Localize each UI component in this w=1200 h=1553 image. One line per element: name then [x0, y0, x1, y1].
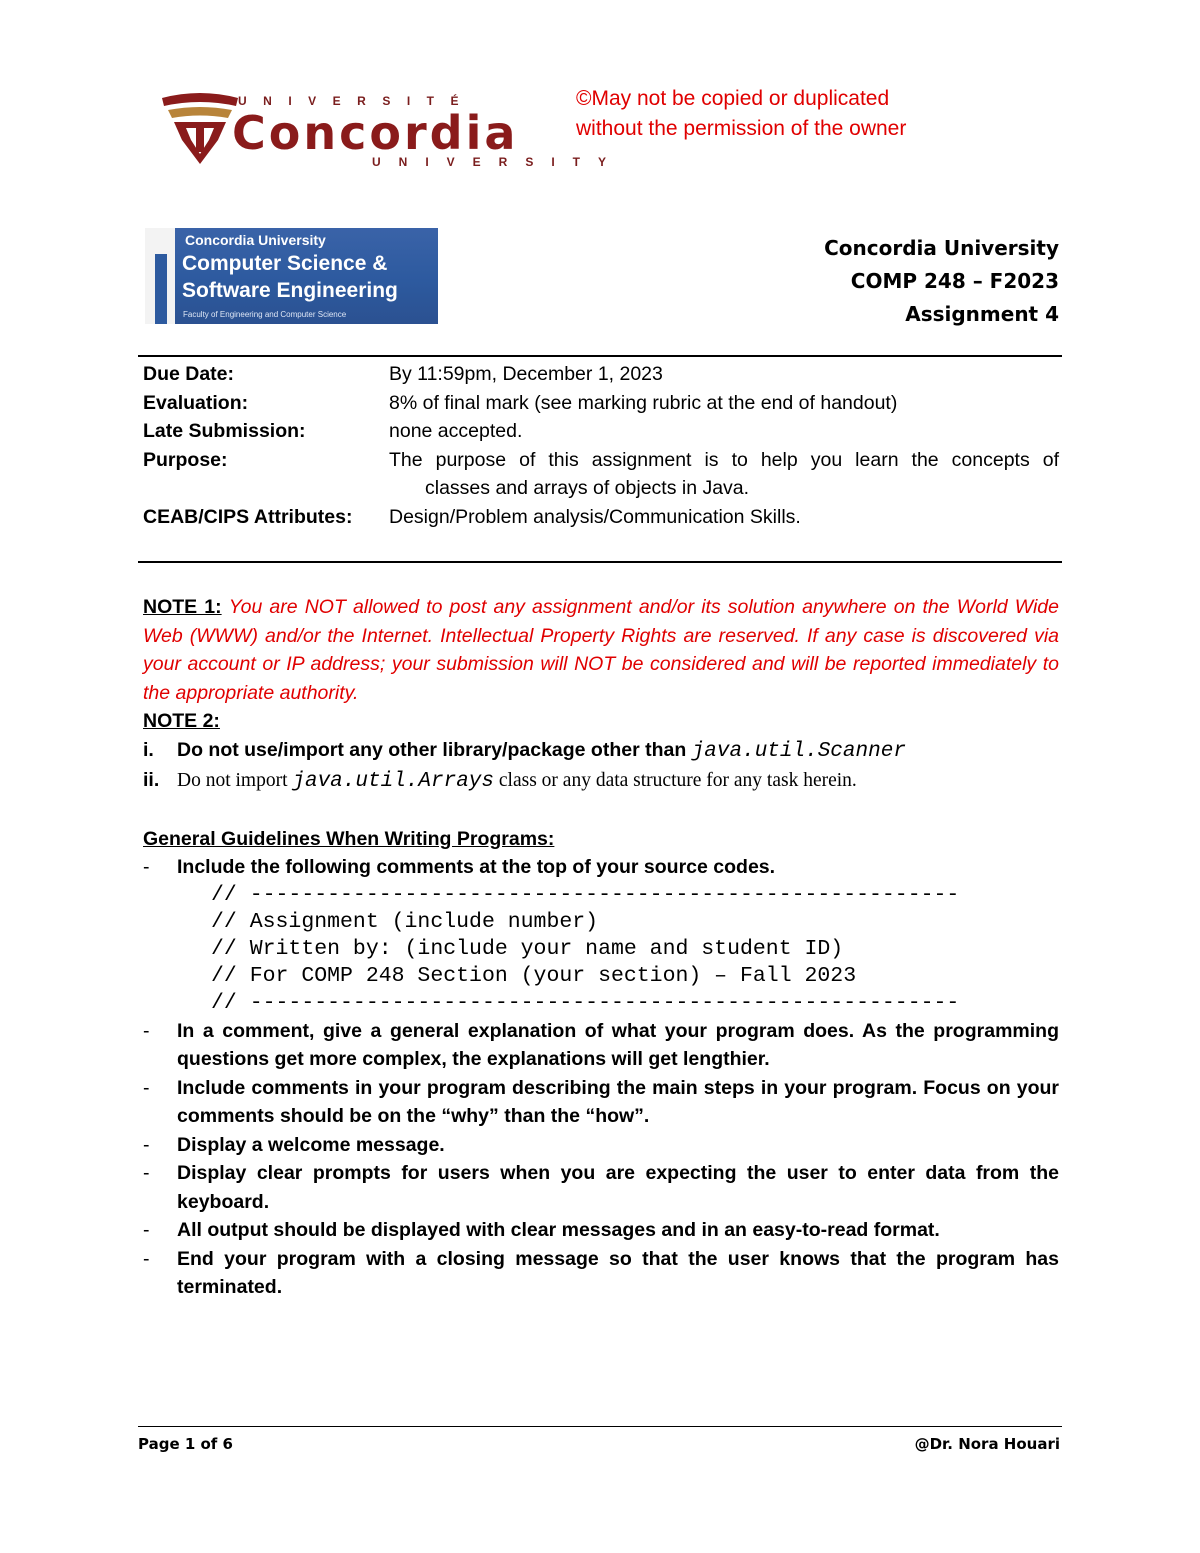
meta-row-ceab: [143, 503, 1059, 532]
concordia-shield-icon: [160, 88, 240, 170]
page-number: Page 1 of 6: [138, 1435, 233, 1453]
csse-logo-faculty: Faculty of Engineering and Computer Science: [183, 310, 347, 319]
code-line: // For COMP 248 Section (your section) – Fall 2023: [211, 963, 857, 988]
meta-label: Evaluation:: [143, 391, 249, 414]
guideline-item: [143, 1216, 1059, 1245]
logo-bar-inner: [155, 254, 167, 324]
bullet-dash: -: [143, 1019, 150, 1042]
item-number: ii.: [143, 769, 160, 791]
guideline-text: In a comment, give a general explanation of what your program does. As the programming questions get more complex, the explanations will get lengthier.: [177, 1019, 1059, 1070]
code-line: // -------------------------------------------------------: [211, 990, 960, 1015]
document-body: [143, 593, 1059, 1302]
meta-row-purpose: [143, 446, 1059, 475]
guideline-item: [143, 853, 1059, 882]
item-text: [177, 736, 906, 767]
meta-row-due: [143, 360, 1059, 389]
copyright-notice: [576, 84, 956, 144]
meta-label: Late Submission:: [143, 420, 306, 442]
guideline-item: [143, 1245, 1059, 1302]
top-divider: [138, 355, 1062, 357]
heading-university: Concordia University: [824, 236, 1059, 260]
code-line: // Assignment (include number): [211, 909, 599, 934]
guideline-text: All output should be displayed with clear messages and in an easy-to-read format.: [177, 1219, 940, 1241]
footer-divider: [138, 1426, 1062, 1427]
logo-university-en: UNIVERSITY: [372, 155, 625, 169]
page-footer: [138, 1435, 1060, 1453]
note-1-label: NOTE 1:: [143, 596, 222, 618]
meta-value: 8% of final mark (see marking rubric at the end of handout): [389, 391, 898, 414]
bullet-dash: -: [143, 1133, 150, 1156]
meta-value: The purpose of this assignment is to help you learn the concepts of: [389, 448, 1059, 471]
note-1-text: You are NOT allowed to post any assignment and/or its solution anywhere on the World Wide Web (WWW) and/or the Internet. Intellectual Property Rights are reserved. If any case is discovered via your account or IP address; your submission will NOT be considered and will be reported immediately to the appropriate authority.: [143, 596, 1059, 704]
csse-logo-line1: Computer Science &: [182, 252, 388, 275]
guidelines-title: General Guidelines When Writing Programs:: [143, 827, 555, 850]
item-code: java.util.Arrays: [292, 770, 495, 793]
guideline-item: [143, 1131, 1059, 1160]
meta-row-evaluation: [143, 389, 1059, 418]
bullet-dash: -: [143, 1247, 150, 1270]
bullet-dash: -: [143, 856, 150, 878]
guideline-text: Include the following comments at the top of your source codes.: [177, 856, 776, 878]
item-number: i.: [143, 738, 154, 761]
item-code: java.util.Scanner: [691, 739, 906, 763]
guideline-item: [143, 1159, 1059, 1216]
meta-divider: [138, 561, 1062, 563]
logo-wordmark: Concordia: [232, 106, 519, 160]
code-line: // Written by: (include your name and student ID): [211, 936, 844, 961]
heading-course: COMP 248 – F2023: [850, 269, 1059, 293]
csse-logo-university: Concordia University: [185, 232, 326, 248]
item-text-after: class or any data structure for any task herein.: [494, 770, 857, 791]
meta-value: By 11:59pm, December 1, 2023: [389, 363, 663, 385]
item-text-main: Do not import: [177, 770, 293, 791]
csse-logo-line2: Software Engineering: [182, 279, 398, 302]
meta-label: Due Date:: [143, 363, 235, 385]
meta-value: none accepted.: [389, 420, 523, 442]
csse-logo: [145, 228, 438, 324]
copyright-line: without the permission of the owner: [576, 117, 907, 140]
code-comment-block: [211, 882, 1059, 1017]
guideline-text: End your program with a closing message so that the user knows that the program has terminated.: [177, 1247, 1059, 1298]
bullet-dash: -: [143, 1162, 150, 1184]
footer-author: @Dr. Nora Houari: [914, 1435, 1060, 1453]
assignment-meta: [143, 360, 1059, 531]
document-heading: [824, 232, 1059, 331]
logo-university-fr: UNIVERSITÉ: [238, 94, 476, 108]
code-line: // -------------------------------------------------------: [211, 882, 960, 907]
guideline-item: [143, 1017, 1059, 1074]
guideline-item: [143, 1074, 1059, 1131]
meta-label: CEAB/CIPS Attributes:: [143, 505, 353, 528]
meta-purpose-continued: classes and arrays of objects in Java.: [425, 477, 750, 499]
note-2-label: NOTE 2:: [143, 710, 220, 732]
guideline-text: Display a welcome message.: [177, 1133, 445, 1156]
bullet-dash: -: [143, 1076, 150, 1099]
note-2-item: [143, 736, 1059, 767]
meta-label: Purpose:: [143, 448, 228, 471]
note-1: [143, 593, 1059, 707]
note-2-item: [143, 766, 1059, 797]
item-text: [177, 766, 857, 797]
heading-assignment: Assignment 4: [905, 302, 1059, 326]
copyright-line: ©May not be copied or duplicated: [576, 87, 890, 110]
meta-value: Design/Problem analysis/Communication Skills.: [389, 505, 801, 528]
guideline-text: Include comments in your program describing the main steps in your program. Focus on your comments should be on the “why” than the “how”.: [177, 1076, 1059, 1127]
item-text-main: Do not use/import any other library/package other than: [177, 738, 692, 761]
guideline-text: Display clear prompts for users when you are expecting the user to enter data from the keyboard.: [177, 1162, 1059, 1213]
meta-row-late: [143, 417, 1059, 446]
bullet-dash: -: [143, 1219, 150, 1241]
